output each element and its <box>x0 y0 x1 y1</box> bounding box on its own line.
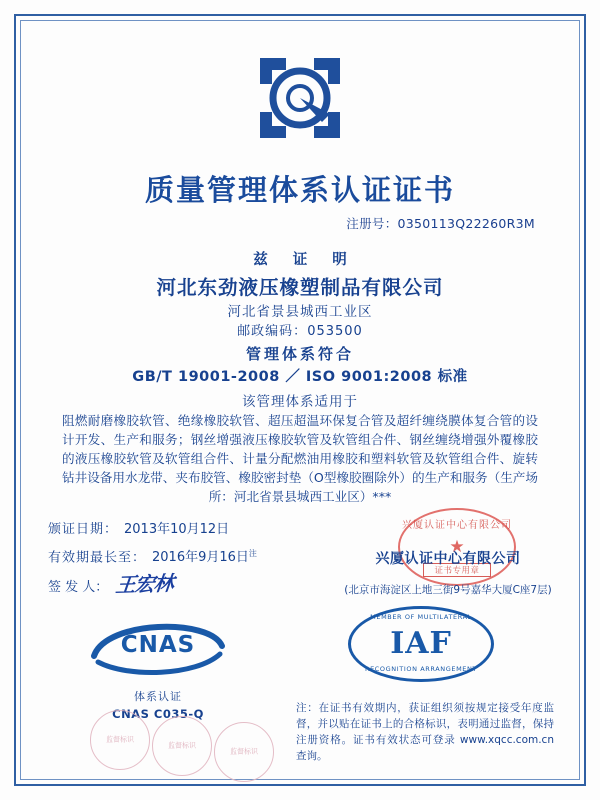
cnas-mark-graphic <box>88 612 228 678</box>
supervision-seal-2-text: 监督标识 <box>168 741 196 750</box>
supervision-seal-2 <box>152 716 212 776</box>
seal-top-text: 兴厦认证中心有限公司 <box>402 520 512 531</box>
standard-name: GB/T 19001-2008 ／ ISO 9001:2008 标准 <box>132 369 468 385</box>
registration-number <box>346 214 535 232</box>
seal-bottom-text: 证书专用章 <box>423 563 491 577</box>
cnas-accreditation-emblem <box>88 612 228 721</box>
issue-date-row <box>48 518 257 542</box>
expiry-date-label: 有效期最长至： <box>48 550 147 566</box>
iaf-top-text: MEMBER OF MULTILATERAL <box>370 613 472 621</box>
conformity-label: 管理体系符合 <box>245 345 354 363</box>
company-address: 河北省景县城西工业区 <box>227 304 373 320</box>
supervision-seal-3 <box>214 722 274 782</box>
quality-certification-logo-icon <box>246 44 354 152</box>
issue-date-label: 颁证日期： <box>48 522 119 537</box>
supervision-seal-1-text: 监督标识 <box>106 735 134 744</box>
footer-note: 注：在证书有效期内，获证组织须按规定接受年度监督，并以贴在证书上的合格标识，表明通过监督，保持注册资格。证书有效状态可登录 www.xqcc.com.cn 查询。 <box>296 702 554 762</box>
scope-heading: 该管理体系适用于 <box>242 394 358 410</box>
iaf-bottom-text: RECOGNITION ARRANGEMENT <box>364 665 478 673</box>
page-title: 质量管理体系认证证书 <box>144 173 455 207</box>
supervision-seal-3-text: 监督标识 <box>230 747 258 756</box>
expiry-date-footnote-mark: 注 <box>248 549 257 558</box>
postcode-label: 邮政编码： <box>237 324 308 339</box>
iaf-wordmark: IAF <box>390 626 452 661</box>
hereby-certify-text: 兹 证 明 <box>253 252 357 268</box>
company-name: 河北东劲液压橡塑制品有限公司 <box>156 276 444 299</box>
dates-block <box>48 518 257 570</box>
issuer-address: (北京市海淀区上地三街9号嘉华大厦C座7层) <box>344 584 552 596</box>
issuer-block <box>330 548 566 597</box>
cnas-subtitle-cn: 体系认证 <box>134 690 182 703</box>
issuer-name: 兴厦认证中心有限公司 <box>375 551 521 567</box>
expiry-date-value: 2016年9月16日 <box>152 550 249 566</box>
star-icon: ★ <box>449 537 465 556</box>
registration-label: 注册号： <box>346 216 398 231</box>
postcode-value: 053500 <box>307 324 363 339</box>
scope-body: 阻燃耐磨橡胶软管、绝缘橡胶软管、超压超温环保复合管及超纤缠绕膜体复合管的设计开发、生产和服务；钢丝增强液压橡胶软管及软管组合件、钢丝缠绕增强外覆橡胶的液压橡胶软管及软管组合件、计量分配燃油用橡胶和塑料软管及软管组合件、旋转钻井设备用水龙带、夹布胶管、橡胶密封垫（O型橡胶圈除外）的生产和服务（生产场所：河北省景县城西工业区）*** <box>62 413 538 504</box>
iaf-accreditation-emblem <box>348 606 494 682</box>
postcode-row <box>0 320 600 339</box>
supervision-seal-1 <box>90 710 150 770</box>
signature: 王宏林 <box>114 571 175 597</box>
cnas-code: CNAS C035-Q <box>112 707 204 721</box>
expiry-date-row <box>48 542 257 570</box>
issue-date-value: 2013年10月12日 <box>124 522 230 537</box>
cnas-wordmark: CNAS <box>120 632 196 658</box>
signer-label: 签 发 人： <box>48 580 109 595</box>
logo-container <box>0 44 600 152</box>
signer-row <box>48 568 173 597</box>
registration-value: 0350113Q22260R3M <box>397 216 535 231</box>
